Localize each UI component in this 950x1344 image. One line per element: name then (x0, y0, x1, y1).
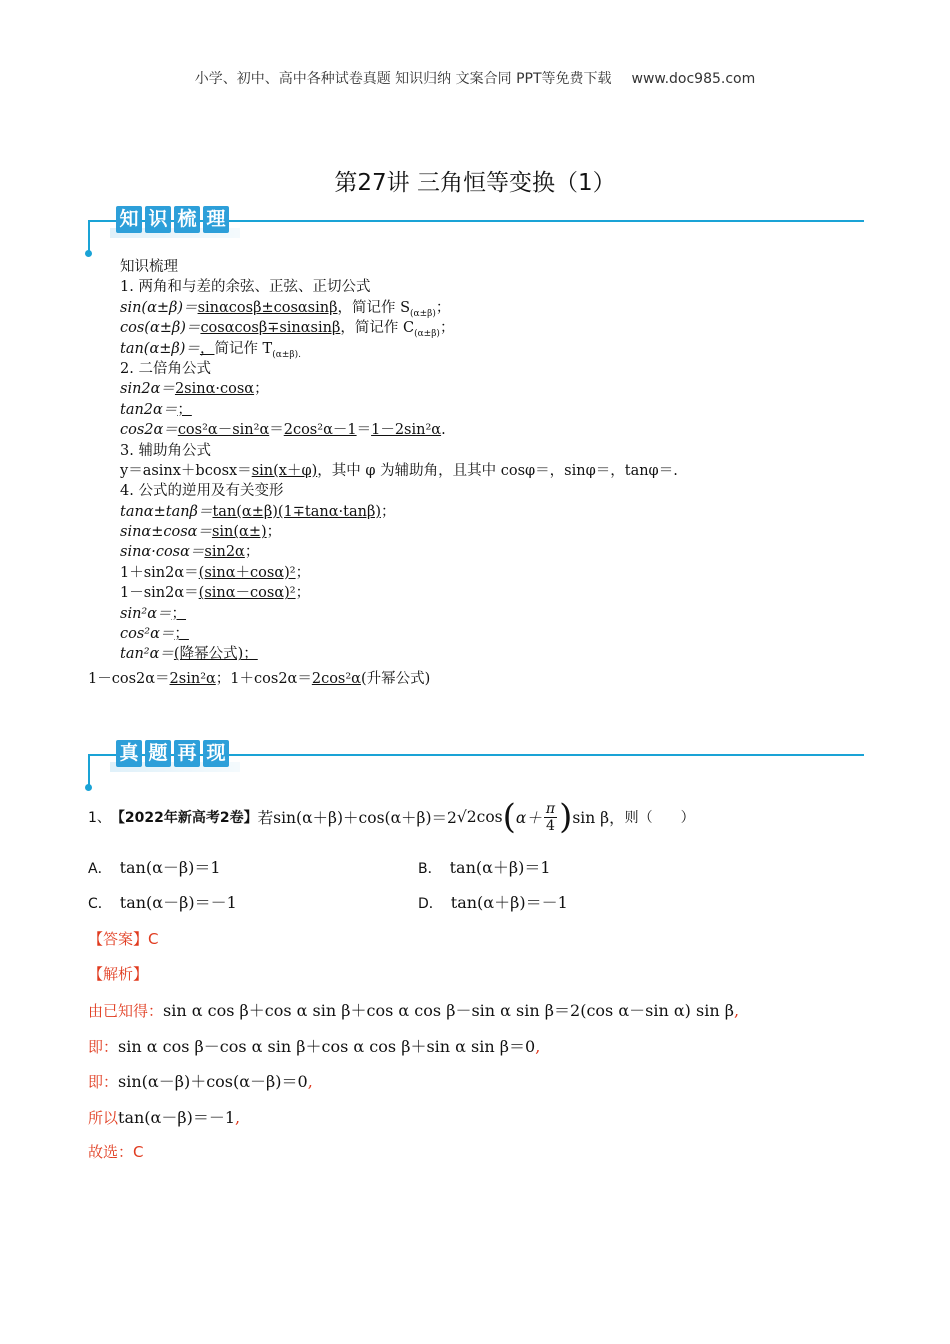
header-site[interactable]: www.doc985.com (631, 71, 756, 87)
knowledge-line: cos²α＝； (120, 626, 189, 643)
badge-char: 题 (145, 740, 171, 767)
knowledge-line: sin²α＝； (120, 605, 187, 622)
option-a[interactable]: A． tan(α－β)＝1 (88, 858, 221, 877)
option-c[interactable]: C． tan(α－β)＝－1 (88, 893, 237, 912)
option-b[interactable]: B． tan(α＋β)＝1 (418, 858, 551, 877)
knowledge-line: sinα·cosα＝sin2α； (120, 544, 260, 561)
section-knowledge-banner (86, 206, 864, 256)
banner-dot (85, 784, 92, 791)
knowledge-line: tan(α±β)＝，简记作 $T_{(\alpha\pm\beta).}$ (120, 340, 301, 360)
badge-char: 知 (116, 206, 142, 233)
fraction (544, 801, 557, 834)
solution-step: 即：sin α cos β－cos α sin β＋cos α cos β＋sin α sin β＝0, (88, 1037, 541, 1056)
option-d[interactable]: D． tan(α＋β)＝－1 (418, 893, 568, 912)
knowledge-line: tanα±tanβ＝tan(α±β)(1∓tanα·tanβ)； (120, 503, 396, 520)
fraction-numerator: π (545, 800, 556, 817)
solution-step: 所以tan(α－β)＝－1, (88, 1108, 241, 1127)
question-number: 1、 (88, 810, 111, 826)
banner-dot (85, 250, 92, 257)
knowledge-line: 4. 公式的逆用及有关变形 (120, 483, 284, 500)
badge-char: 再 (174, 740, 200, 767)
knowledge-line: 1. 两角和与差的余弦、正弦、正切公式 (120, 279, 371, 296)
badge-char: 现 (203, 740, 229, 767)
banner-line-vertical (88, 220, 90, 254)
solution-step: 即：sin(α－β)＋cos(α－β)＝0, (88, 1072, 313, 1091)
analysis-label: 【解析】 (88, 965, 149, 983)
banner-line-vertical (88, 754, 90, 788)
question-source: 【2022年新高考2卷】 (110, 810, 258, 826)
knowledge-block (120, 257, 678, 665)
badge-char: 理 (203, 206, 229, 233)
question-stem (88, 797, 695, 837)
knowledge-line: sin(α±β)＝sinαcosβ±cosαsinβ，简记作 $S_{(\alpha\pm\beta)}$； (120, 299, 451, 319)
knowledge-line: tan2α＝； (120, 401, 192, 418)
knowledge-line: y＝asinx＋bcosx＝sin(x＋φ)，其中 φ 为辅助角，且其中 cosφ＝，sinφ＝，tanφ＝. (120, 462, 678, 479)
knowledge-line: cos(α±β)＝cosαcosβ∓sinαsinβ，简记作 $C_{(\alpha\pm\beta)}$； (120, 320, 455, 340)
page-title: 第27讲 三角恒等变换（1） (334, 170, 616, 196)
badge-char: 识 (145, 206, 171, 233)
fraction-denominator: 4 (546, 817, 555, 834)
stem-radical: √2 (456, 808, 477, 826)
page-header (0, 68, 950, 88)
knowledge-line-final: 1－cos2α＝2sin²α；1＋cos2α＝2cos²α(升幂公式) (88, 671, 431, 687)
header-text: 小学、初中、高中各种试卷真题 知识归纳 文案合同 PPT等免费下载 (194, 71, 612, 87)
stem-part: cos (476, 808, 503, 826)
knowledge-line: cos2α＝cos²α－sin²α＝2cos²α－1＝1－2sin²α. (120, 422, 446, 439)
paren-open: ( (502, 797, 516, 837)
answer-label: 【答案】C (88, 930, 159, 948)
banner-badge (116, 740, 229, 767)
knowledge-line: 1＋sin2α＝(sinα＋cosα)²； (120, 564, 311, 581)
solution-final: 故选：C (88, 1143, 144, 1161)
stem-inner: α＋ (515, 809, 542, 827)
knowledge-line: 1－sin2α＝(sinα－cosα)²； (120, 585, 311, 602)
stem-part: sin β， (572, 809, 625, 827)
stem-tail: 则（ ） (624, 810, 695, 826)
badge-char: 梳 (174, 206, 200, 233)
knowledge-line: sinα±cosα＝sin(α±)； (120, 524, 282, 541)
knowledge-line: 3. 辅助角公式 (120, 442, 211, 459)
section-exam-banner (86, 740, 864, 790)
solution-step: 由已知得：sin α cos β＋cos α sin β＋cos α cos β－sin α sin β＝2(cos α－sin α) sin β, (88, 1001, 740, 1020)
knowledge-line: 2. 二倍角公式 (120, 360, 211, 377)
banner-badge (116, 206, 229, 233)
stem-part: 若sin(α＋β)＋cos(α＋β)＝2 (257, 809, 457, 827)
paren-close: ) (559, 797, 573, 837)
knowledge-heading: 知识梳理 (120, 259, 178, 275)
knowledge-line: sin2α＝2sinα·cosα； (120, 381, 269, 398)
badge-char: 真 (116, 740, 142, 767)
knowledge-line: tan²α＝(降幂公式)； (120, 646, 258, 663)
